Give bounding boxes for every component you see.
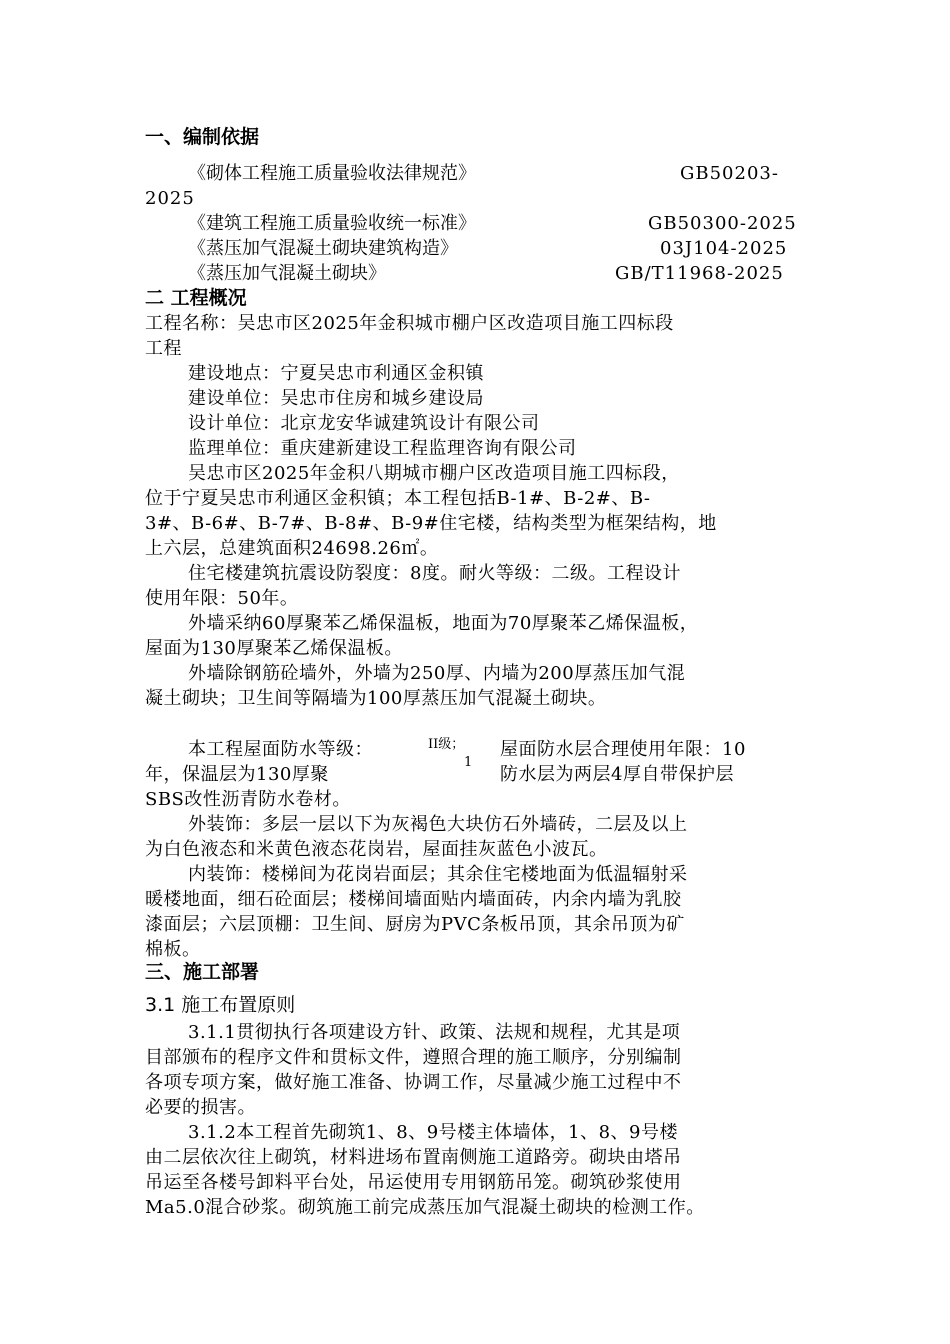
- body-line: 工程名称：吴忠市区2025年金积城市棚户区改造项目施工四标段: [145, 313, 674, 334]
- body-line: 外墙采纳60厚聚苯乙烯保温板，地面为70厚聚苯乙烯保温板，: [188, 613, 699, 634]
- body-line: 建设单位：吴忠市住房和城乡建设局: [188, 388, 484, 409]
- subsection-heading: 3.1 施工布置原则: [145, 994, 296, 1016]
- roof-line-fragment: 年，保温层为130厚聚: [145, 764, 329, 785]
- body-line: 监理单位：重庆建新建设工程监理咨询有限公司: [188, 438, 577, 459]
- body-line: 各项专项方案，做好施工准备、协调工作，尽量减少施工过程中不: [145, 1072, 682, 1093]
- reference-code: GB50203-: [680, 163, 779, 184]
- section-heading-deployment: 三、施工部署: [145, 961, 260, 983]
- reference-code: 03J104-2025: [660, 238, 788, 259]
- body-line: 住宅楼建筑抗震设防裂度：8度。耐火等级：二级。工程设计: [188, 563, 681, 584]
- body-line: 位于宁夏吴忠市利通区金积镇；本工程包括B-1#、B-2#、B-: [145, 488, 651, 509]
- roof-line-fragment: 防水层为两层4厚自带保护层: [500, 764, 734, 785]
- reference-name: 《砌体工程施工质量验收法律规范》: [188, 163, 476, 184]
- body-line: 由二层依次往上砌筑，材料进场布置南侧施工道路旁。砌块由塔吊: [145, 1147, 682, 1168]
- body-line: 3.1.2本工程首先砌筑1、8、9号楼主体墙体，1、8、9号楼: [188, 1122, 679, 1143]
- body-line: 屋面为130厚聚苯乙烯保温板。: [145, 638, 403, 659]
- body-line: Ma5.0混合砂浆。砌筑施工前完成蒸压加气混凝土砌块的检测工作。: [145, 1197, 705, 1218]
- reference-code: GB50300-2025: [648, 213, 797, 234]
- body-line: 3.1.1贯彻执行各项建设方针、政策、法规和规程，尤其是项: [188, 1022, 681, 1043]
- roof-line-fragment: SBS改性沥青防水卷材。: [145, 789, 351, 810]
- reference-name: 《蒸压加气混凝土砌块》: [188, 263, 386, 284]
- body-line: 建设地点：宁夏吴忠市利通区金积镇: [188, 363, 484, 384]
- body-line: 设计单位：北京龙安华诚建筑设计有限公司: [188, 413, 540, 434]
- body-line: 漆面层；六层顶棚：卫生间、厨房为PVC条板吊顶，其余吊顶为矿: [145, 914, 685, 935]
- body-line: 内装饰：楼梯间为花岗岩面层；其余住宅楼地面为低温辐射采: [188, 864, 688, 885]
- section-heading-overview: 二 工程概况: [145, 287, 247, 309]
- roof-footnote-fragment: 1: [464, 755, 473, 770]
- reference-code: GB/T11968-2025: [615, 263, 784, 284]
- body-line: 外墙除钢筋砼墙外，外墙为250厚、内墙为200厚蒸压加气混: [188, 663, 686, 684]
- body-line: 使用年限：50年。: [145, 588, 299, 609]
- roof-line-fragment: 屋面防水层合理使用年限：10: [500, 739, 746, 760]
- body-line: 上六层，总建筑面积24698.26㎡。: [145, 538, 439, 559]
- body-line: 吴忠市区2025年金积八期城市棚户区改造项目施工四标段，: [188, 463, 680, 484]
- body-line: 为白色液态和米黄色液态花岗岩，屋面挂灰蓝色小波瓦。: [145, 839, 608, 860]
- body-line: 工程: [145, 338, 182, 359]
- roof-line-fragment: 本工程屋面防水等级：: [188, 739, 373, 760]
- reference-name: 《建筑工程施工质量验收统一标准》: [188, 213, 476, 234]
- body-line: 棉板。: [145, 939, 201, 960]
- body-line: 暖楼地面，细石砼面层；楼梯间墙面贴内墙面砖，内余内墙为乳胶: [145, 889, 682, 910]
- reference-name: 2025: [145, 188, 195, 209]
- body-line: 凝土砌块；卫生间等隔墙为100厚蒸压加气混凝土砌块。: [145, 688, 607, 709]
- reference-name: 《蒸压加气混凝土砌块建筑构造》: [188, 238, 458, 259]
- roof-level-fragment: II级；: [428, 737, 465, 752]
- body-line: 外装饰：多层一层以下为灰褐色大块仿石外墙砖，二层及以上: [188, 814, 688, 835]
- section-heading-basis: 一、编制依据: [145, 126, 260, 148]
- body-line: 3#、B-6#、B-7#、B-8#、B-9#住宅楼，结构类型为框架结构，地: [145, 513, 717, 534]
- body-line: 必要的损害。: [145, 1097, 256, 1118]
- body-line: 吊运至各楼号卸料平台处，吊运使用专用钢筋吊笼。砌筑砂浆使用: [145, 1172, 682, 1193]
- body-line: 目部颁布的程序文件和贯标文件，遵照合理的施工顺序，分别编制: [145, 1047, 682, 1068]
